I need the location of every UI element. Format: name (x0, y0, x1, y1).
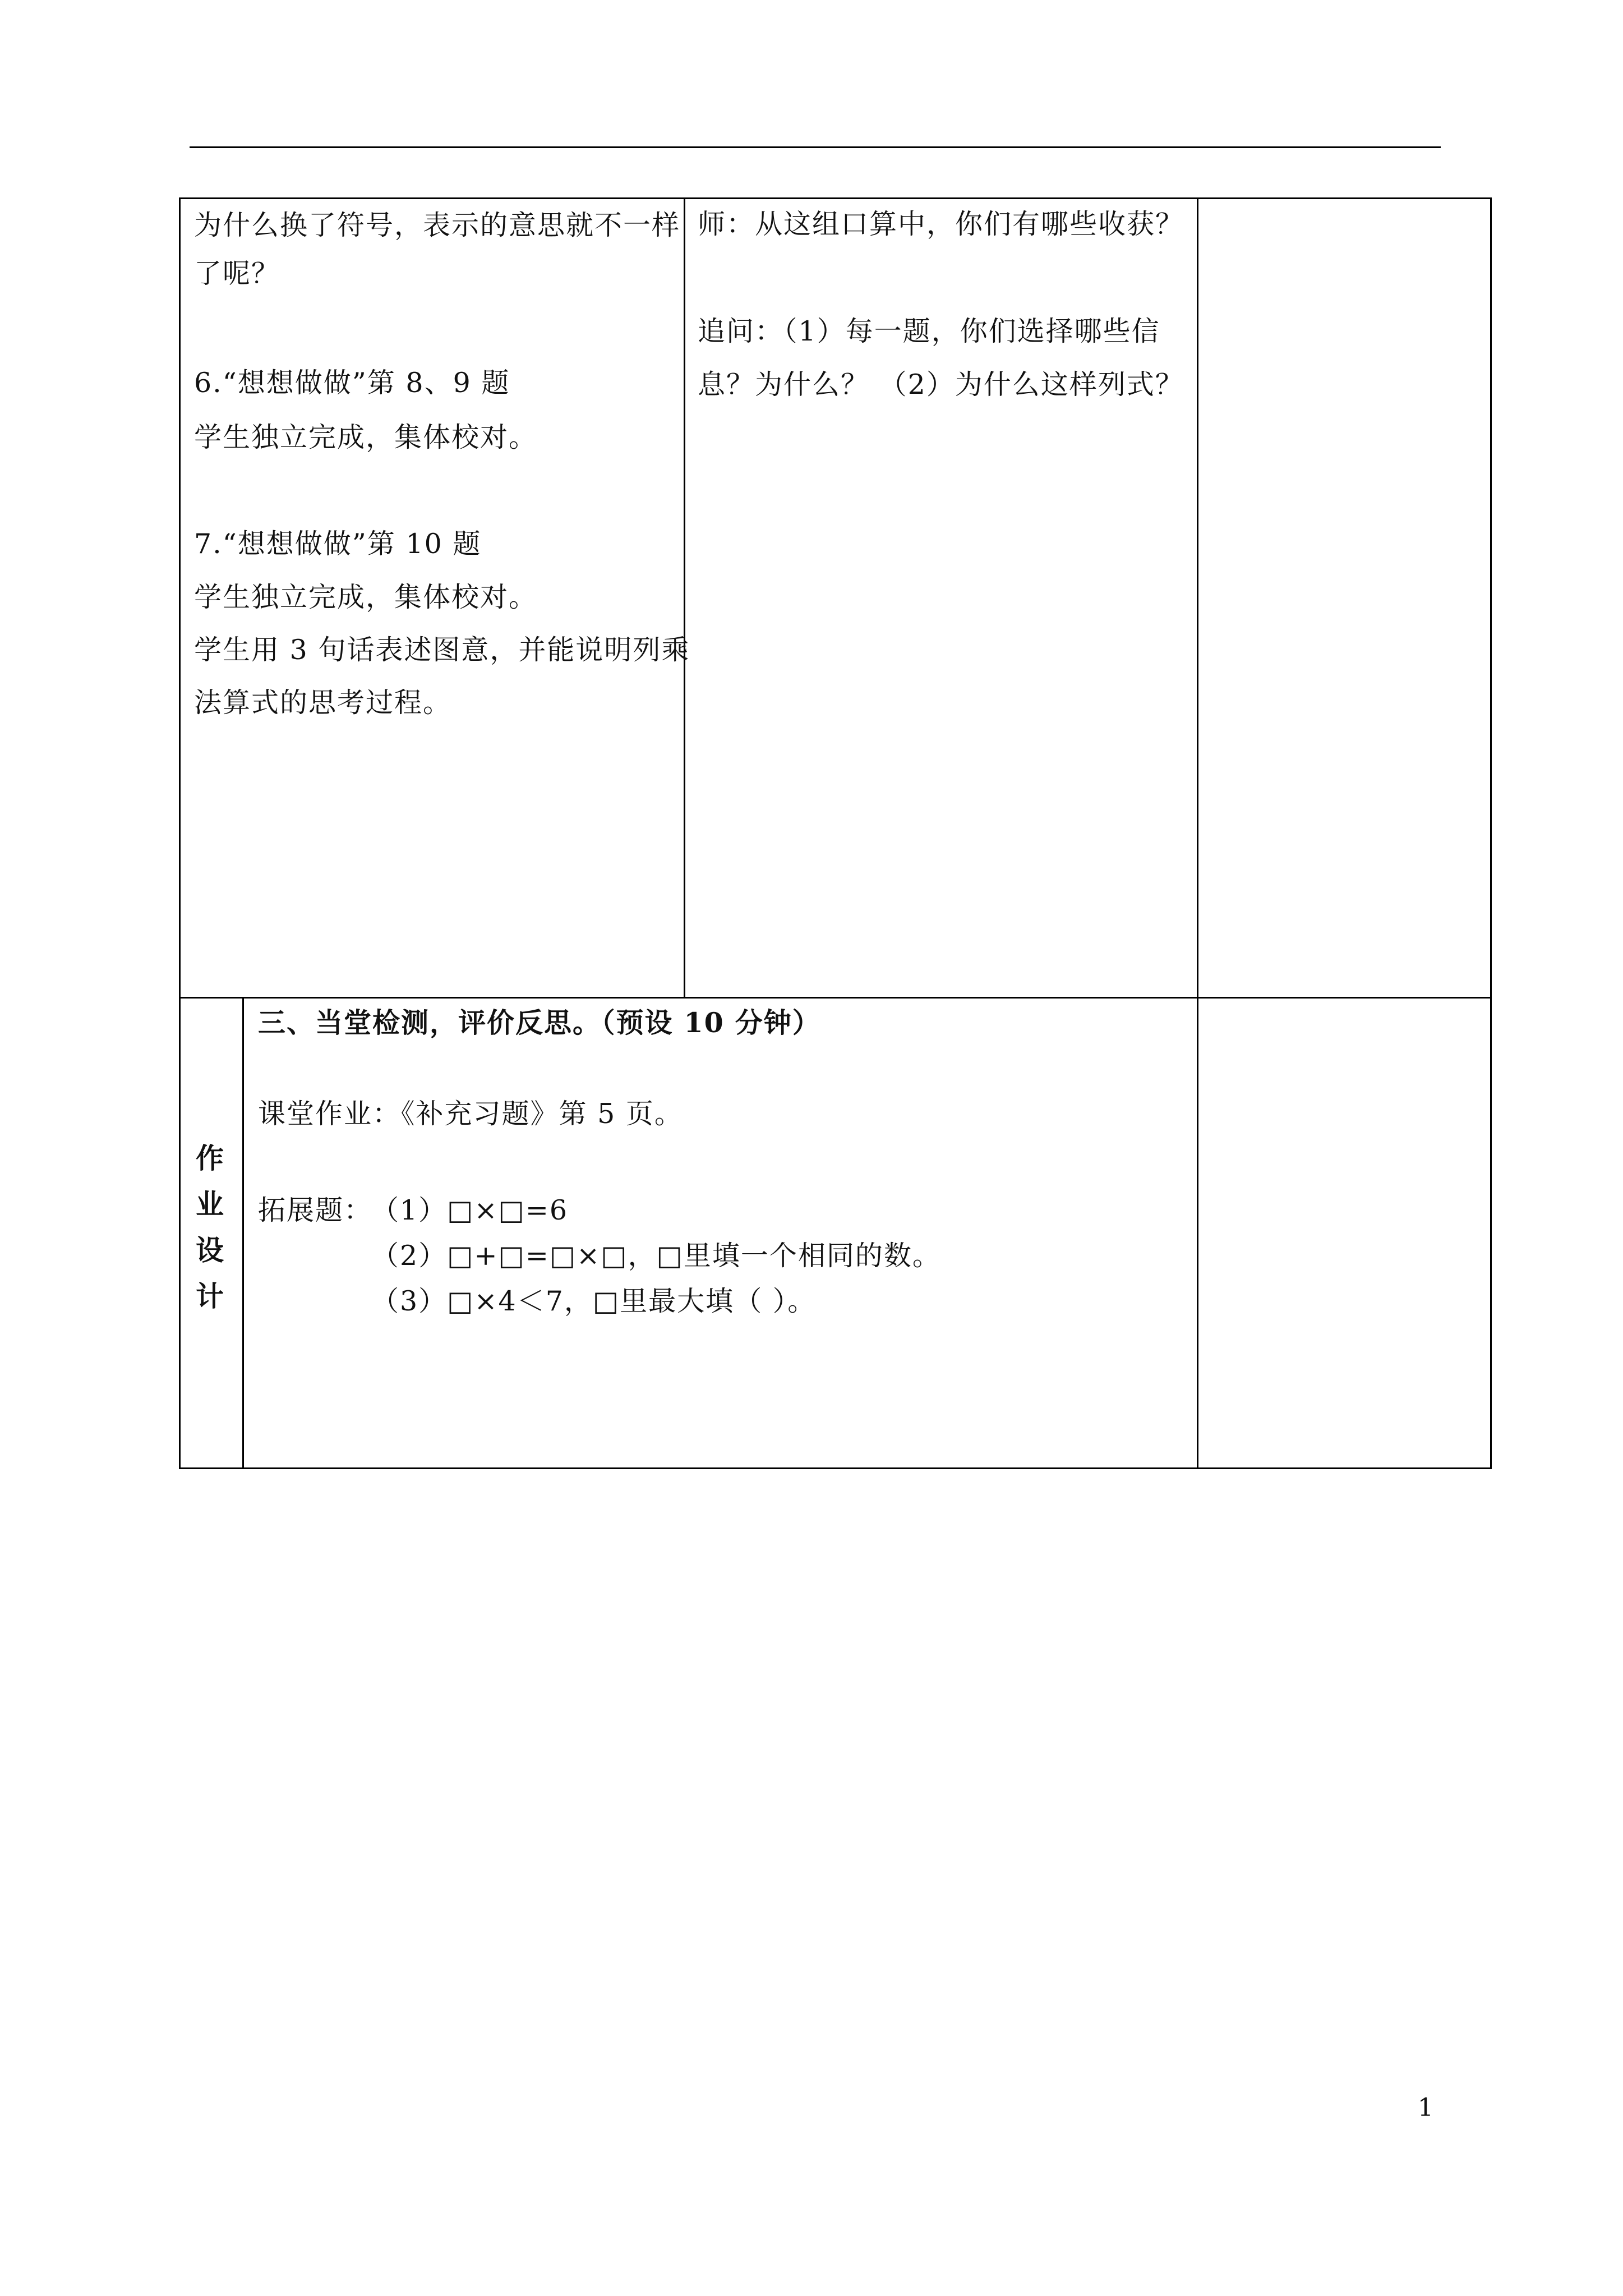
table-divider-middle (179, 997, 1492, 999)
table-border-right (1490, 197, 1492, 1469)
teacher-line: 师：从这组口算中，你们有哪些收获？ (698, 208, 1184, 240)
homework-label-char: 作 (196, 1142, 224, 1175)
table-column-divider-2 (1197, 197, 1198, 1469)
activity-line: 6.“想想做做”第 8、9 题 (194, 367, 510, 399)
extension-item: （3）□×4＜7，□里最大填（ ）。 (371, 1285, 817, 1317)
homework-heading: 三、当堂检测，评价反思。（预设 10 分钟） (258, 1006, 821, 1039)
table-border-bottom (179, 1467, 1492, 1469)
homework-label-char: 计 (196, 1280, 224, 1313)
activity-line: 法算式的思考过程。 (194, 687, 452, 719)
table-border-left (179, 197, 181, 1469)
header-rule (190, 146, 1441, 148)
teacher-line: 息？为什么？ （2）为什么这样列式？ (698, 369, 1184, 401)
activity-line: 为什么换了符号，表示的意思就不一样 (194, 209, 681, 241)
extension-title: 拓展题： (258, 1194, 373, 1226)
table-label-divider (242, 997, 244, 1469)
activity-line: 了呢？ (194, 257, 280, 289)
table-border-top (179, 197, 1492, 199)
activity-line: 学生用 3 句话表述图意，并能说明列乘 (194, 634, 690, 666)
activity-line: 学生独立完成，集体校对。 (194, 581, 538, 613)
extension-item: （2）□+□=□×□，□里填一个相同的数。 (371, 1240, 941, 1272)
homework-label-char: 设 (196, 1234, 224, 1267)
homework-label-char: 业 (196, 1188, 224, 1221)
extension-item: （1）□×□=6 (371, 1194, 569, 1226)
table-column-divider-1 (684, 197, 685, 999)
teacher-line: 追问：（1）每一题，你们选择哪些信 (698, 315, 1160, 347)
page-number: 1 (1418, 2093, 1433, 2122)
activity-line: 学生独立完成，集体校对。 (194, 421, 538, 453)
classwork-assignment: 课堂作业：《补充习题》第 5 页。 (258, 1098, 683, 1130)
activity-line: 7.“想想做做”第 10 题 (194, 528, 482, 560)
